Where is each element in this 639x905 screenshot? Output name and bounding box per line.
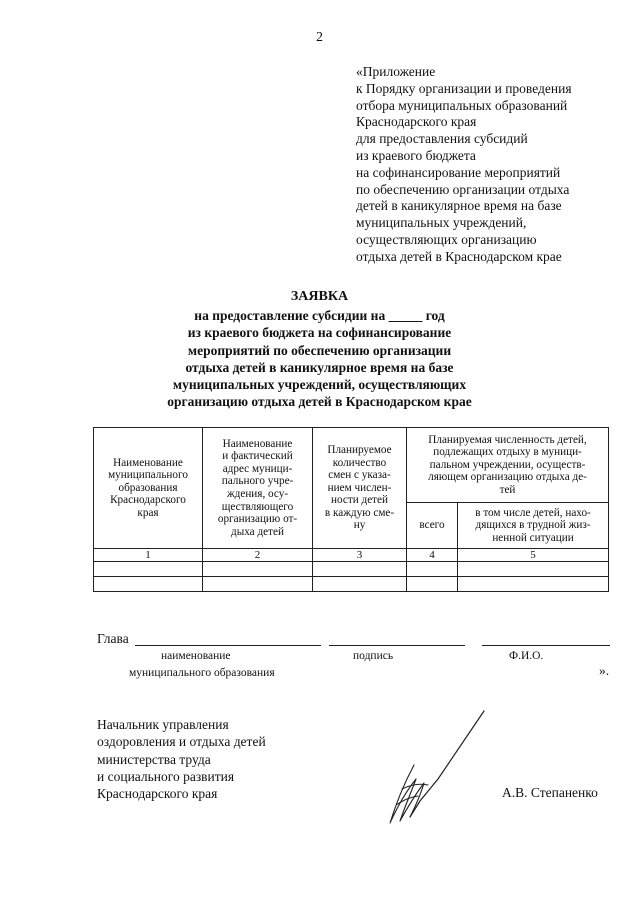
table-cell xyxy=(203,562,313,577)
appendix-block xyxy=(356,64,572,266)
official-title-line: Краснодарского края xyxy=(97,786,218,802)
appendix-line: на софинансирование мероприятий xyxy=(356,164,561,180)
table-row xyxy=(94,549,609,562)
subtitle-line: на предоставление субсидии на _____ год xyxy=(194,308,445,323)
column-number: 4 xyxy=(407,549,458,562)
table-row xyxy=(94,577,609,592)
appendix-line: «Приложение xyxy=(356,64,436,79)
name-line xyxy=(135,645,321,646)
page-number: 2 xyxy=(316,30,323,45)
appendix-line: отбора муниципальных образований xyxy=(356,97,568,113)
table-cell xyxy=(313,577,407,592)
header-institution: Наименование и фактический адрес муници- пального учре- ждения, осу- ществляющего организацию от- дыха детей xyxy=(203,428,313,549)
appendix-line: муниципальных учреждений, xyxy=(356,215,527,231)
header-total: всего xyxy=(407,503,458,549)
caption-name: наименование xyxy=(161,650,231,662)
table-cell xyxy=(203,577,313,592)
signature-line xyxy=(329,645,465,646)
head-label: Глава xyxy=(97,631,129,646)
subtitle-line: отдыха детей в каникулярное время на базе xyxy=(185,359,454,375)
subtitle-line: из краевого бюджета на софинансирование xyxy=(187,325,452,341)
table-cell xyxy=(407,562,458,577)
appendix-line: из краевого бюджета xyxy=(356,147,476,163)
appendix-line: для предоставления субсидий xyxy=(356,131,528,147)
caption-fio: Ф.И.О. xyxy=(509,650,544,662)
official-name: А.В. Степаненко xyxy=(502,785,598,800)
appendix-line: осуществляющих организацию xyxy=(356,231,537,247)
table-row xyxy=(94,562,609,577)
column-number: 2 xyxy=(203,549,313,562)
table-cell xyxy=(458,562,609,577)
header-planned-children: Планируемая численность детей, подлежащих отдыху в муници- пальном учреждении, осуществ- ляющем организацию отдыха де- тей xyxy=(407,428,609,503)
appendix-line: детей в каникулярное время на базе xyxy=(356,198,562,214)
table-cell xyxy=(458,577,609,592)
column-number: 1 xyxy=(94,549,203,562)
table-cell xyxy=(313,562,407,577)
subtitle-line: организацию отдыха детей в Краснодарском крае xyxy=(167,394,472,410)
official-title xyxy=(97,716,266,802)
table-cell xyxy=(94,577,203,592)
handwritten-signature xyxy=(380,705,500,830)
column-number: 5 xyxy=(458,549,609,562)
column-number: 3 xyxy=(313,549,407,562)
subtitle-line: мероприятий по обеспечению организации xyxy=(187,342,452,358)
table-cell xyxy=(94,562,203,577)
caption-signature: подпись xyxy=(353,650,394,662)
document-subtitle xyxy=(0,307,639,411)
document-title: ЗАЯВКА xyxy=(290,289,349,304)
fio-line xyxy=(482,645,610,646)
appendix-line: отдыха детей в Краснодарском крае xyxy=(356,248,562,264)
caption-name-2: муниципального образования xyxy=(129,667,275,679)
appendix-line: по обеспечению организации отдыха xyxy=(356,181,570,197)
official-title-line: министерства труда xyxy=(97,751,211,767)
closing-quote: ». xyxy=(599,663,610,678)
subtitle-line: муниципальных учреждений, осуществляющих xyxy=(172,377,467,393)
appendix-line: Краснодарского края xyxy=(356,114,477,130)
official-title-line: оздоровления и отдыха детей xyxy=(97,734,266,750)
application-table xyxy=(93,427,609,592)
header-difficult-situation: в том числе детей, нахо- дящихся в трудной жиз- ненной ситуации xyxy=(458,503,609,549)
appendix-line: к Порядку организации и проведения xyxy=(356,80,572,96)
header-municipality: Наименование муниципального образования Краснодарского края xyxy=(94,428,203,549)
header-shifts: Планируемое количество смен с указа- нием числен- ности детей в каждую сме- ну xyxy=(313,428,407,549)
table-cell xyxy=(407,577,458,592)
official-title-line: Начальник управления xyxy=(97,717,229,732)
official-title-line: и социального развития xyxy=(97,768,235,784)
